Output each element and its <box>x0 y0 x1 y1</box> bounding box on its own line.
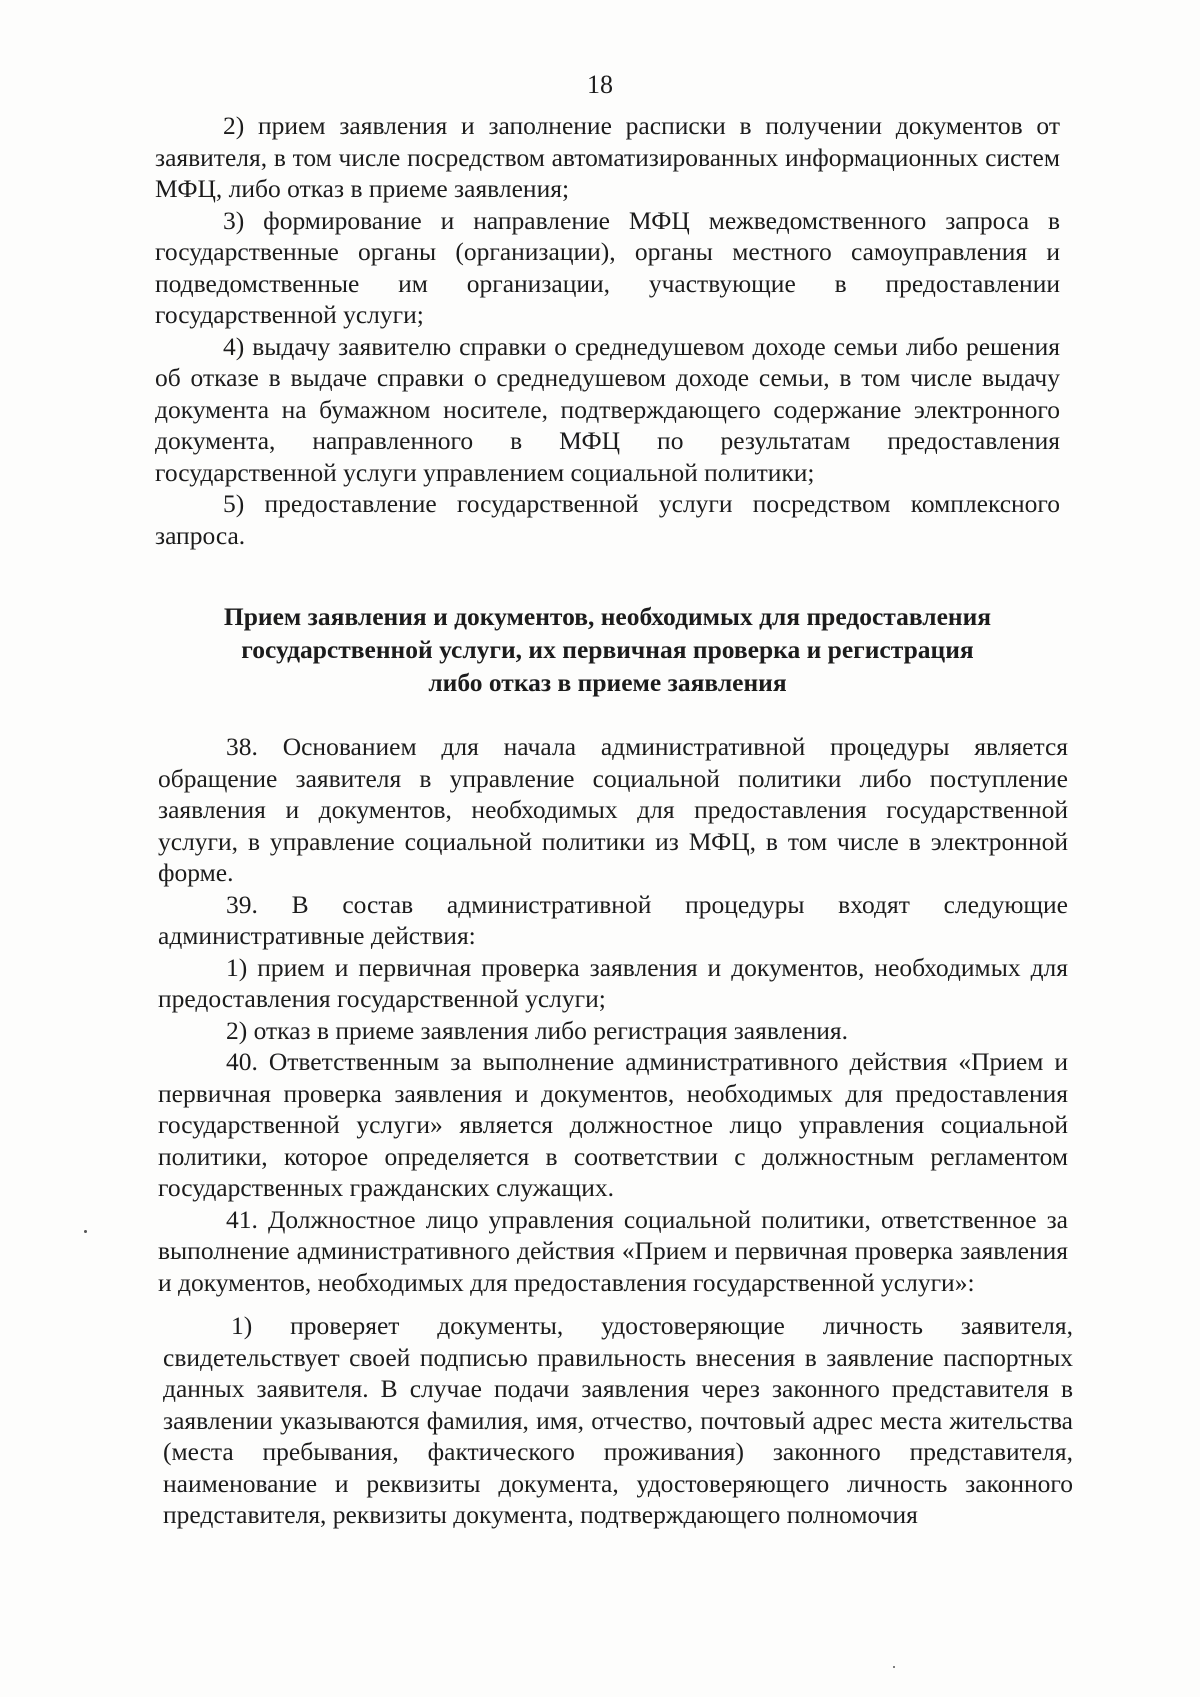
paragraph-39-item-2: 2) отказ в приеме заявления либо регистрация заявления. <box>226 1015 848 1045</box>
page-number: 18 <box>587 70 613 99</box>
section-heading-line-1: Прием заявления и документов, необходимых для предоставления <box>223 602 992 631</box>
section-body <box>158 731 1068 1298</box>
section-heading <box>155 600 1060 699</box>
paragraph-39: 39. В состав административной процедуры входят следующие административные действия: <box>158 889 1068 950</box>
procedures-list <box>155 110 1060 551</box>
scan-speck <box>893 1666 895 1668</box>
section-heading-line-3: либо отказ в приеме заявления <box>428 668 787 697</box>
paragraph-item-5: 5) предоставление государственной услуги посредством комплексного запроса. <box>155 489 1060 550</box>
section-body-continued <box>163 1310 1073 1531</box>
paragraph-38: 38. Основанием для начала административной процедуры является обращение заявителя в управление социальной политики либо поступление заявления и документов, необходимых для предоставления государственной услуги, в управление социальной политики из МФЦ, в том числе в электронной форме. <box>158 732 1068 887</box>
paragraph-item-2: 2) прием заявления и заполнение расписки в получении документов от заявителя, в том числе посредством автоматизированных информационных систем МФЦ, либо отказ в приеме заявления; <box>155 111 1060 203</box>
paragraph-39-item-1: 1) прием и первичная проверка заявления и документов, необходимых для предоставления государственной услуги; <box>158 952 1068 1013</box>
paragraph-40: 40. Ответственным за выполнение административного действия «Прием и первичная проверка заявления и документов, необходимых для предоставления государственной услуги» является должностное лицо управления социальной политики, которое определяется в соответствии с должностным регламентом государственных гражданских служащих. <box>158 1047 1068 1202</box>
paragraph-41-item-1: 1) проверяет документы, удостоверяющие личность заявителя, свидетельствует своей подписью правильность внесения в заявление паспортных данных заявителя. В случае подачи заявления через законного представителя в заявлении указываются фамилия, имя, отчество, почтовый адрес места жительства (места пребывания, фактического проживания) законного представителя, наименование и реквизиты документа, удостоверяющего личность законного представителя, реквизиты документа, подтверждающего полномочия <box>163 1311 1073 1529</box>
scan-speck <box>84 1230 87 1233</box>
section-heading-line-2: государственной услуги, их первичная проверка и регистрация <box>241 635 974 664</box>
paragraph-item-4: 4) выдачу заявителю справки о среднедушевом доходе семьи либо решения об отказе в выдаче справки о среднедушевом доходе семьи, в том числе выдачу документа на бумажном носителе, подтверждающего содержание электронного документа, направленного в МФЦ по результатам предоставления государственной услуги управлением социальной политики; <box>155 331 1060 487</box>
paragraph-item-3: 3) формирование и направление МФЦ межведомственного запроса в государственные органы (организации), органы местного самоуправления и подведомственные им организации, участвующие в предоставлении государственной услуги; <box>155 205 1060 329</box>
paragraph-41: 41. Должностное лицо управления социальной политики, ответственное за выполнение административного действия «Прием и первичная проверка заявления и документов, необходимых для предоставления государственной услуги»: <box>158 1204 1068 1297</box>
